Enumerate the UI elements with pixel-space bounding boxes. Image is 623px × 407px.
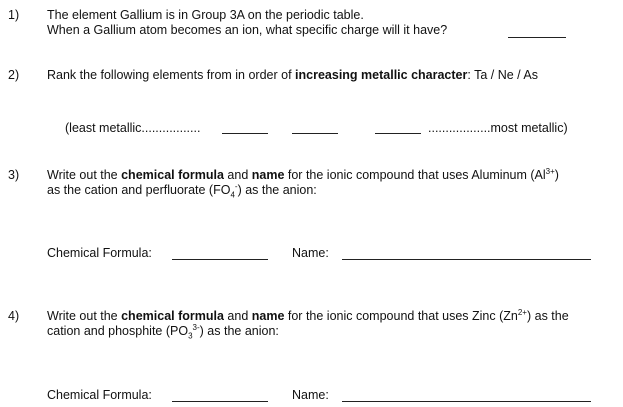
q4-formula-label: Chemical Formula:: [47, 388, 152, 402]
q1-number: 1): [8, 8, 20, 22]
q3-line2: as the cation and perfluorate $(FO_4^-)$ as the anion:: [47, 181, 317, 200]
q4-line2: cation and phosphite $(PO_3^{3-})$ as the anion:: [47, 322, 279, 341]
least-metallic-label: (least metallic.................: [65, 121, 201, 135]
q2-prompt: [47, 68, 538, 83]
q3-name-label: Name:: [292, 246, 329, 260]
q3-formula-label: Chemical Formula:: [47, 246, 152, 260]
q2-elements: : Ta / Ne / As: [467, 68, 538, 82]
q4-number: 4): [8, 309, 20, 323]
q3-formula-blank[interactable]: [172, 259, 268, 260]
rank-blank-2[interactable]: [292, 133, 338, 134]
q4-formula-blank[interactable]: [172, 401, 268, 402]
q2-number: 2): [8, 68, 20, 82]
q1-line1: The element Gallium is in Group 3A on the periodic table.: [47, 8, 364, 22]
q4-line1: Write out the chemical formula and name for the ionic compound that uses Zinc $(Zn^{2+})$ as the: [47, 307, 569, 323]
q4-name-label: Name:: [292, 388, 329, 402]
q3-number: 3): [8, 168, 20, 182]
q1-answer-blank[interactable]: [508, 37, 566, 38]
rank-blank-1[interactable]: [222, 133, 268, 134]
q1-line2: When a Gallium atom becomes an ion, what specific charge will it have?: [47, 23, 448, 37]
q2-bold: increasing metallic character: [295, 68, 468, 82]
rank-blank-3[interactable]: [375, 133, 421, 134]
most-metallic-label: ..................most metallic): [428, 121, 568, 135]
q2-text: Rank the following elements from in order of: [47, 68, 296, 82]
q4-name-blank[interactable]: [342, 401, 591, 402]
q3-name-blank[interactable]: [342, 259, 591, 260]
q3-line1: Write out the chemical formula and name for the ionic compound that uses Aluminum $(Al^{3+})$: [47, 166, 559, 182]
